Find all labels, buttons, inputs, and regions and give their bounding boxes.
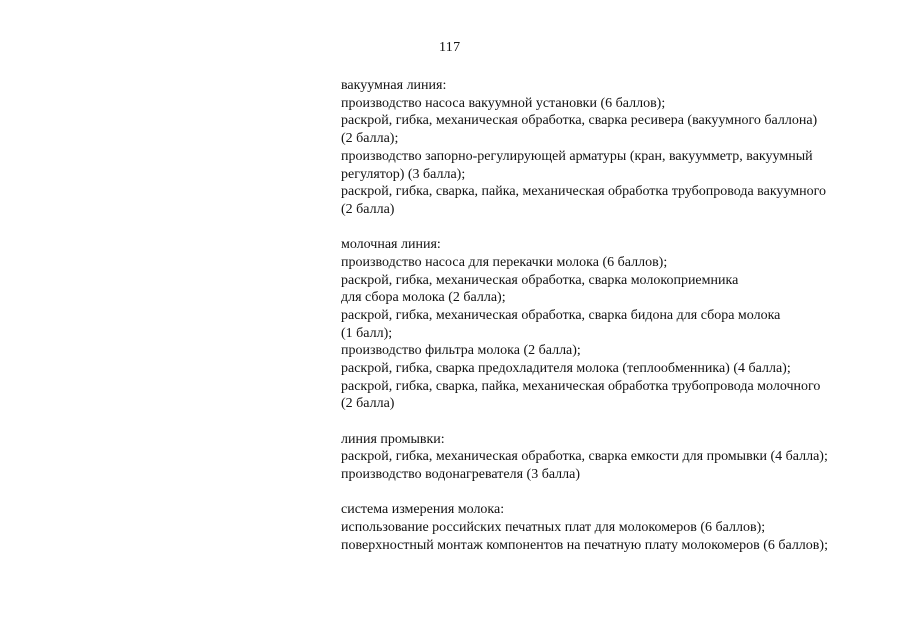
section-washing-line — [341, 431, 896, 484]
text-line: для сбора молока (2 балла); — [341, 290, 506, 306]
text-line: раскрой, гибка, механическая обработка, сварка ресивера (вакуумного баллона) — [341, 113, 818, 129]
text-line: (1 балл); — [341, 325, 393, 341]
section-heading: система измерения молока: — [341, 502, 505, 518]
section-heading: вакуумная линия: — [341, 78, 447, 93]
text-line: поверхностный монтаж компонентов на печатную плату молокомеров (6 баллов); — [341, 537, 828, 553]
section-heading: молочная линия: — [341, 237, 441, 253]
page-number: 117 — [439, 40, 461, 55]
text-line: (2 балла) — [341, 396, 395, 412]
text-line: раскрой, гибка, механическая обработка, сварка молокоприемника — [341, 272, 739, 288]
section-milk-line — [341, 236, 896, 413]
text-line: раскрой, гибка, сварка, пайка, механическая обработка трубопровода вакуумного — [341, 184, 826, 200]
text-line: (2 балла); — [341, 131, 399, 147]
section-milk-measurement-system — [341, 501, 896, 554]
text-line: раскрой, гибка, механическая обработка, сварка емкости для промывки (4 балла); — [341, 449, 828, 465]
text-line: производство фильтра молока (2 балла); — [341, 343, 581, 359]
text-line: (2 балла) — [341, 201, 395, 217]
text-line: использование российских печатных плат для молокомеров (6 баллов); — [341, 519, 766, 535]
text-line: регулятор) (3 балла); — [341, 166, 466, 182]
section-heading: линия промывки: — [341, 431, 445, 447]
text-line: раскрой, гибка, сварка предохладителя молока (теплообменника) (4 балла); — [341, 361, 791, 377]
document-text — [341, 77, 896, 572]
text-line: раскрой, гибка, механическая обработка, сварка бидона для сбора молока — [341, 307, 781, 323]
text-line: раскрой, гибка, сварка, пайка, механическая обработка трубопровода молочного — [341, 378, 821, 394]
text-line: производство насоса вакуумной установки (6 баллов); — [341, 95, 666, 111]
text-line: производство насоса для перекачки молока (6 баллов); — [341, 254, 668, 270]
section-vacuum-line — [341, 77, 896, 219]
text-line: производство водонагревателя (3 балла) — [341, 467, 580, 483]
text-line: производство запорно-регулирующей арматуры (кран, вакуумметр, вакуумный — [341, 148, 813, 164]
